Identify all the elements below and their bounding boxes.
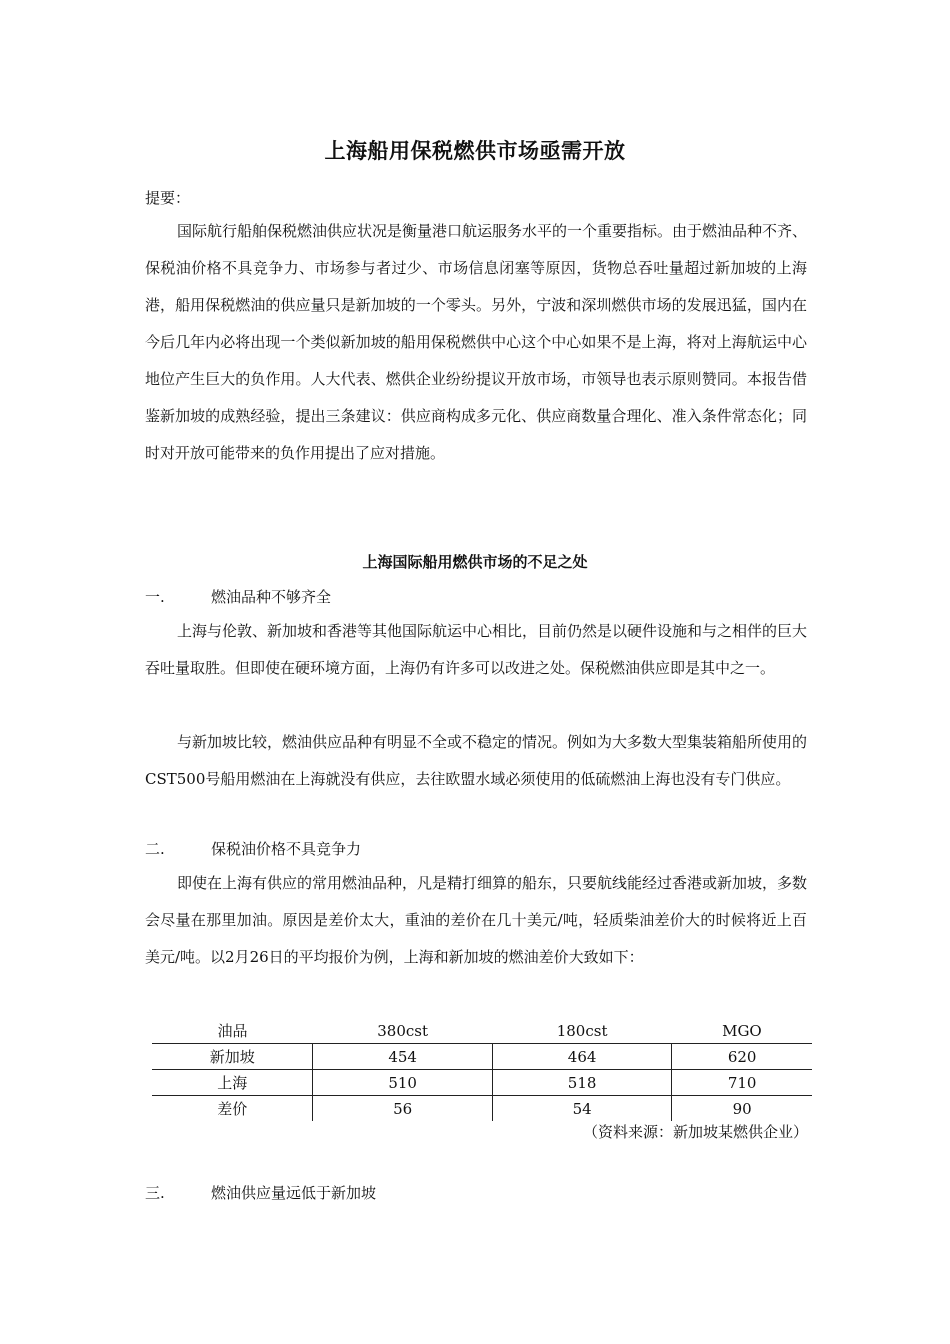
table-cell: 新加坡	[152, 1044, 313, 1070]
section-heading-1	[145, 584, 331, 610]
price-comparison-table	[152, 1018, 812, 1121]
table-cell: 454	[313, 1044, 492, 1070]
section-1-paragraph-1: 上海与伦敦、新加坡和香港等其他国际航运中心相比，目前仍然是以硬件设施和与之相伴的巨大吞吐量取胜。但即使在硬环境方面，上海仍有许多可以改进之处。保税燃油供应即是其中之一。	[145, 622, 808, 677]
section-title: 上海国际船用燃供市场的不足之处	[362, 553, 588, 571]
table-cell: 518	[492, 1070, 671, 1096]
section-heading-3	[145, 1180, 376, 1206]
table-source-note: （资料来源：新加坡某燃供企业）	[582, 1123, 808, 1141]
table-cell: 710	[672, 1070, 812, 1096]
table-cell: 620	[672, 1044, 812, 1070]
table-cell: 56	[313, 1096, 492, 1122]
table-cell: 上海	[152, 1070, 313, 1096]
section-heading-text: 燃油供应量远低于新加坡	[211, 1184, 377, 1202]
table-cell: 差价	[217, 1100, 248, 1118]
section-2-paragraph-1: 即使在上海有供应的常用燃油品种，凡是精打细算的船东，只要航线能经过香港或新加坡，多数会尽量在那里加油。原因是差价太大，重油的差价在几十美元/吨，轻质柴油差价大的时候将近上百美元/吨。以2月26日的平均报价为例，上海和新加坡的燃油差价大致如下：	[145, 874, 808, 966]
section-number: 二.	[145, 840, 165, 858]
table-row	[152, 1070, 812, 1096]
section-heading-text: 保税油价格不具竞争力	[211, 840, 362, 858]
section-number: 一.	[145, 588, 165, 606]
table-row	[152, 1044, 812, 1070]
section-number: 三.	[145, 1184, 165, 1202]
table-cell: 510	[313, 1070, 492, 1096]
abstract-label: 提要：	[145, 189, 191, 207]
table-header-row	[152, 1018, 812, 1044]
table-header-cell: 180cst	[492, 1018, 671, 1044]
document-title: 上海船用保税燃供市场亟需开放	[324, 139, 626, 163]
table-cell: 464	[492, 1044, 671, 1070]
table-row	[152, 1096, 812, 1122]
table-header-cell: 油品	[152, 1018, 313, 1044]
table-header-cell: MGO	[672, 1018, 812, 1044]
section-heading-2	[145, 836, 361, 862]
table-cell: 90	[672, 1096, 812, 1122]
table-cell: 54	[492, 1096, 671, 1122]
section-heading-text: 燃油品种不够齐全	[211, 588, 332, 606]
section-1-paragraph-2: 与新加坡比较，燃油供应品种有明显不全或不稳定的情况。例如为大多数大型集装箱船所使用的CST500号船用燃油在上海就没有供应，去往欧盟水域必须使用的低硫燃油上海也没有专门供应。	[145, 733, 808, 788]
abstract-paragraph: 国际航行船舶保税燃油供应状况是衡量港口航运服务水平的一个重要指标。由于燃油品种不齐、保税油价格不具竞争力、市场参与者过少、市场信息闭塞等原因，货物总吞吐量超过新加坡的上海港，船用保税燃油的供应量只是新加坡的一个零头。另外，宁波和深圳燃供市场的发展迅猛，国内在今后几年内必将出现一个类似新加坡的船用保税燃供中心这个中心如果不是上海，将对上海航运中心地位产生巨大的负作用。人大代表、燃供企业纷纷提议开放市场，市领导也表示原则赞同。本报告借鉴新加坡的成熟经验，提出三条建议：供应商构成多元化、供应商数量合理化、准入条件常态化；同时对开放可能带来的负作用提出了应对措施。	[145, 222, 808, 462]
table-header-cell: 380cst	[313, 1018, 492, 1044]
